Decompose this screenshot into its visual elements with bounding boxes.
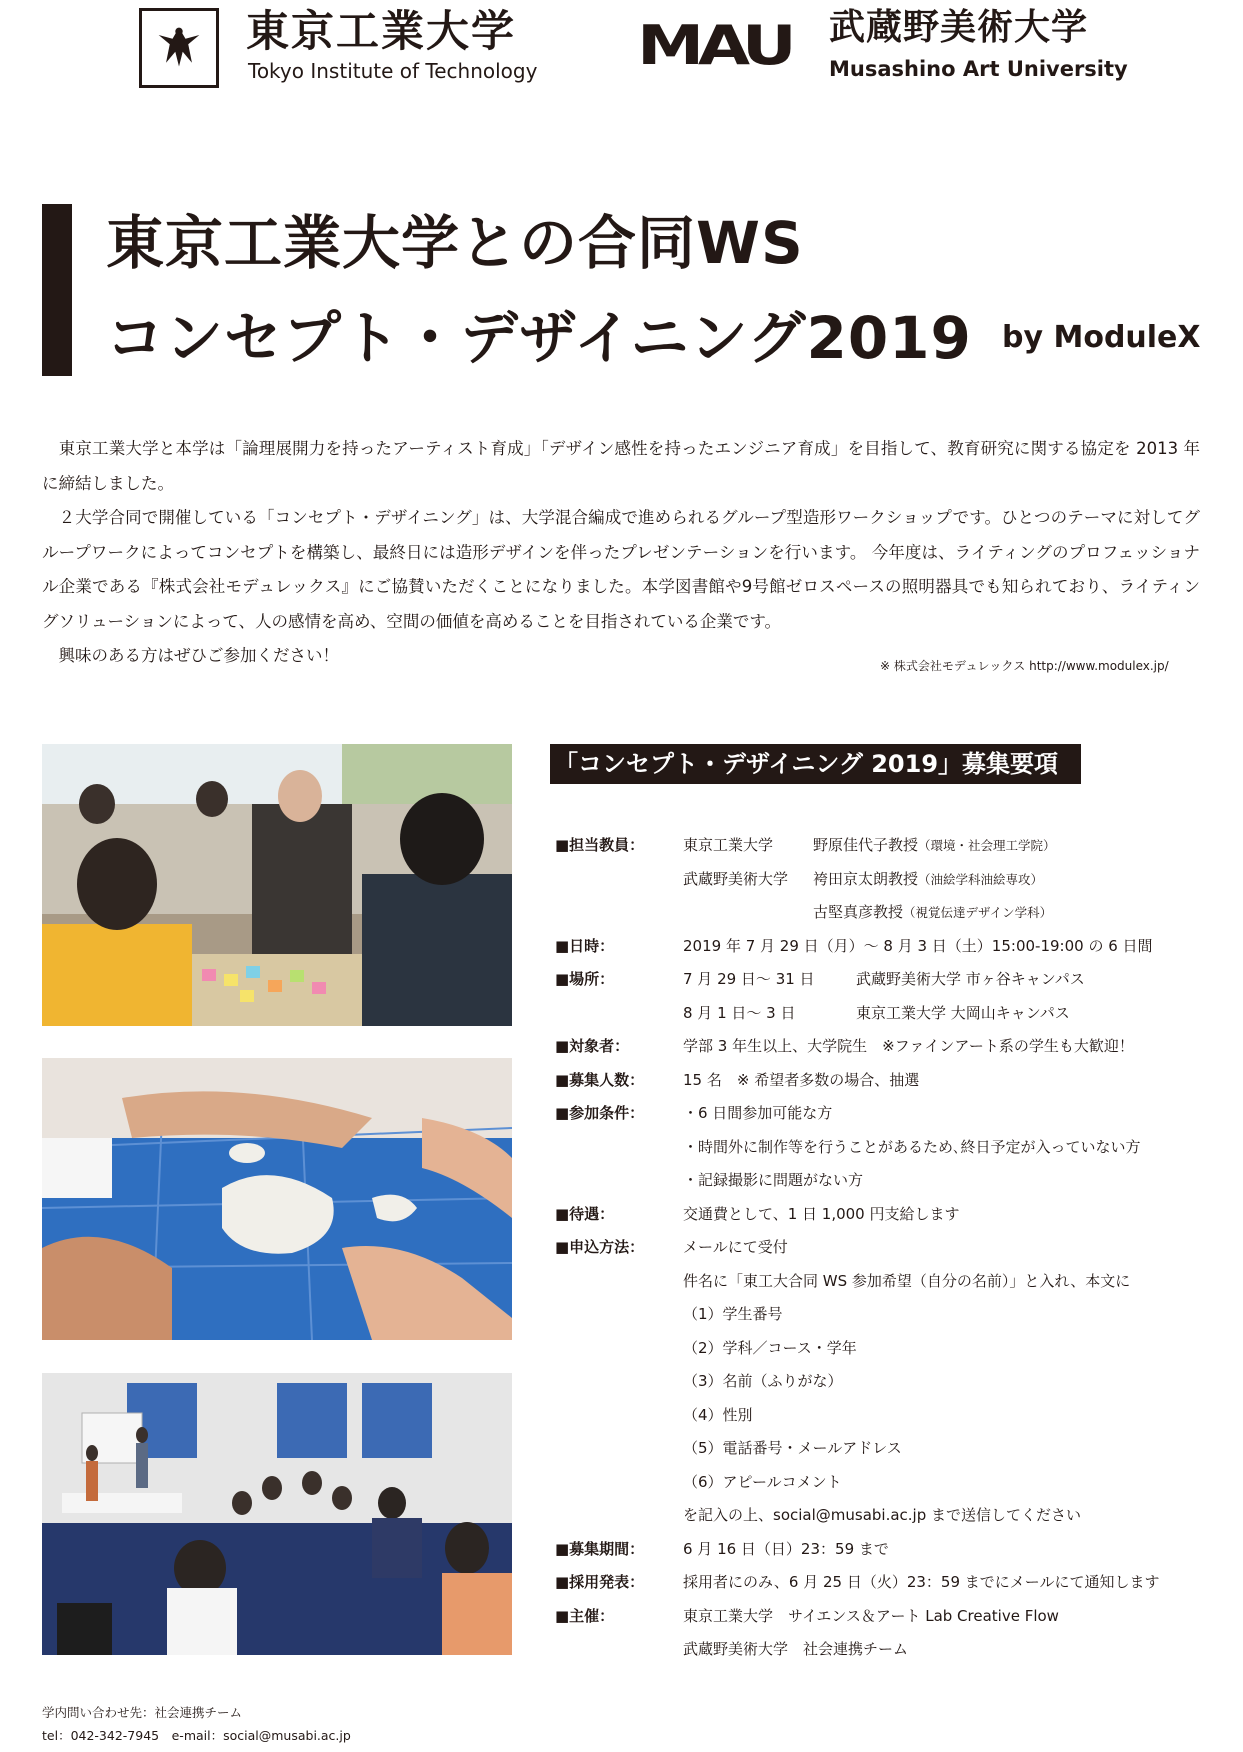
workshop-photo-clay-modeling	[42, 1058, 512, 1340]
faculty-univ-2: 武蔵野美術大学	[683, 869, 789, 888]
host-item: 東京工業大学 サイエンス＆アート Lab Creative Flow	[683, 1606, 1059, 1625]
sponsor-byline: by ModuleX	[1002, 320, 1201, 355]
period-label: ■募集期間：	[555, 1539, 645, 1558]
apply-item: （3）名前（ふりがな）	[683, 1372, 843, 1390]
apply-label: ■申込方法：	[555, 1238, 645, 1256]
intro-paragraph-1: 東京工業大学と本学は「論理展開力を持ったアーティスト育成」「デザイン感性を持ったエンジニア育成」を目指して、教育研究に関する協定を 2013 年に締結しました。	[42, 439, 1200, 493]
place-venue-1: 武蔵野美術大学 市ヶ谷キャンパス	[856, 970, 1085, 988]
workshop-photo-classroom	[42, 1373, 512, 1655]
workshop-photo-group-discussion	[42, 744, 512, 1026]
date-value: 2019 年 7 月 29 日（月）～ 8 月 3 日（土）15:00-19:00 の 6 日間	[683, 936, 1153, 955]
apply-item: （6）アピールコメント	[683, 1472, 842, 1491]
conditions-label: ■参加条件：	[555, 1104, 645, 1122]
apply-item: 件名に「東工大合同 WS 参加希望（自分の名前）」と入れ、本文に	[683, 1271, 1131, 1290]
condition-item: ・記録撮影に問題がない方	[683, 1171, 864, 1189]
mau-logo-mark: MAU	[637, 14, 791, 77]
intro-paragraph-3: 興味のある方はぜひご参加ください！	[58, 646, 339, 665]
title-accent-bar	[42, 204, 72, 376]
treatment-value: 交通費として、1 日 1,000 円支給します	[683, 1204, 960, 1223]
place-dates-2: 8 月 1 日～ 3 日	[683, 1003, 796, 1022]
contact-tel-email: tel：042-342-7945 e-mail：social@musabi.ac.jp	[42, 1728, 351, 1743]
faculty-univ-1: 東京工業大学	[683, 836, 774, 854]
apply-item: （1）学生番号	[683, 1305, 783, 1323]
apply-item: （5）電話番号・メールアドレス	[683, 1439, 902, 1457]
target-label: ■対象者：	[555, 1037, 630, 1055]
target-value: 学部 3 年生以上、大学院生 ※ファインアート系の学生も大歓迎！	[683, 1037, 1134, 1055]
date-label: ■日時：	[555, 936, 615, 955]
capacity-label: ■募集人数：	[555, 1070, 645, 1089]
swallow-icon	[142, 11, 216, 85]
intro-paragraph-2: ２大学合同で開催している「コンセプト・デザイニング」は、大学混合編成で進められるグループ型造形ワークショップです。ひとつのテーマに対してグループワークによってコンセプトを構築し、最終日には造形デザインを伴ったプレゼンテーションを行います。 今年度は、ライティングのプロフェッショナル企業である『株式会社モデュレックス』にご協賛いただくことになりました。本学図書館や9号館ゼロスペースの照明器具でも知られており、ライティングソリューションによって、人の感情を高め、空間の価値を高めることを目指されている企業です。	[42, 508, 1200, 631]
page-subtitle: コンセプト・デザイニング2019	[106, 304, 972, 372]
host-item: 武蔵野美術大学 社会連携チーム	[683, 1640, 909, 1658]
titech-name-en: Tokyo Institute of Technology	[248, 59, 538, 83]
contact-department: 学内問い合わせ先：社会連携チーム	[42, 1705, 243, 1720]
page-title: 東京工業大学との合同WS	[106, 209, 804, 277]
intro-text	[42, 432, 1200, 674]
condition-item: ・6 日間参加可能な方	[683, 1104, 833, 1122]
place-venue-2: 東京工業大学 大岡山キャンパス	[856, 1003, 1070, 1022]
apply-item: メールにて受付	[683, 1238, 788, 1256]
announce-value: 採用者にのみ、6 月 25 日（火）23：59 までにメールにて通知します	[683, 1573, 1160, 1591]
faculty-name-3: 古堅真彦教授（視覚伝達デザイン学科）	[813, 903, 1053, 921]
apply-item: を記入の上、social@musabi.ac.jp まで送信してください	[683, 1506, 1082, 1524]
treatment-label: ■待遇：	[555, 1204, 615, 1223]
titech-logo-emblem	[139, 8, 219, 88]
faculty-name-1: 野原佳代子教授（環境・社会理工学院）	[813, 836, 1056, 854]
host-label: ■主催：	[555, 1606, 615, 1625]
sponsor-footnote: ※ 株式会社モデュレックス http://www.modulex.jp/	[880, 659, 1169, 673]
titech-name-jp: 東京工業大学	[246, 7, 516, 57]
mau-name-en: Musashino Art University	[829, 57, 1128, 81]
place-label: ■場所：	[555, 970, 615, 988]
place-dates-1: 7 月 29 日～ 31 日	[683, 970, 815, 988]
recruit-section-header: 「コンセプト・デザイニング 2019」募集要項	[550, 744, 1081, 784]
capacity-value: 15 名 ※ 希望者多数の場合、抽選	[683, 1070, 920, 1089]
apply-item: （2）学科／コース・学年	[683, 1338, 857, 1357]
mau-name-jp: 武蔵野美術大学	[829, 7, 1089, 48]
announce-label: ■採用発表：	[555, 1573, 645, 1591]
apply-item: （4）性別	[683, 1405, 753, 1424]
faculty-name-2: 袴田京太朗教授（油絵学科油絵専攻）	[813, 869, 1044, 888]
period-value: 6 月 16 日（日）23：59 まで	[683, 1539, 889, 1558]
faculty-label: ■担当教員：	[555, 836, 645, 854]
condition-item: ・時間外に制作等を行うことがあるため､終日予定が入っていない方	[683, 1137, 1141, 1156]
